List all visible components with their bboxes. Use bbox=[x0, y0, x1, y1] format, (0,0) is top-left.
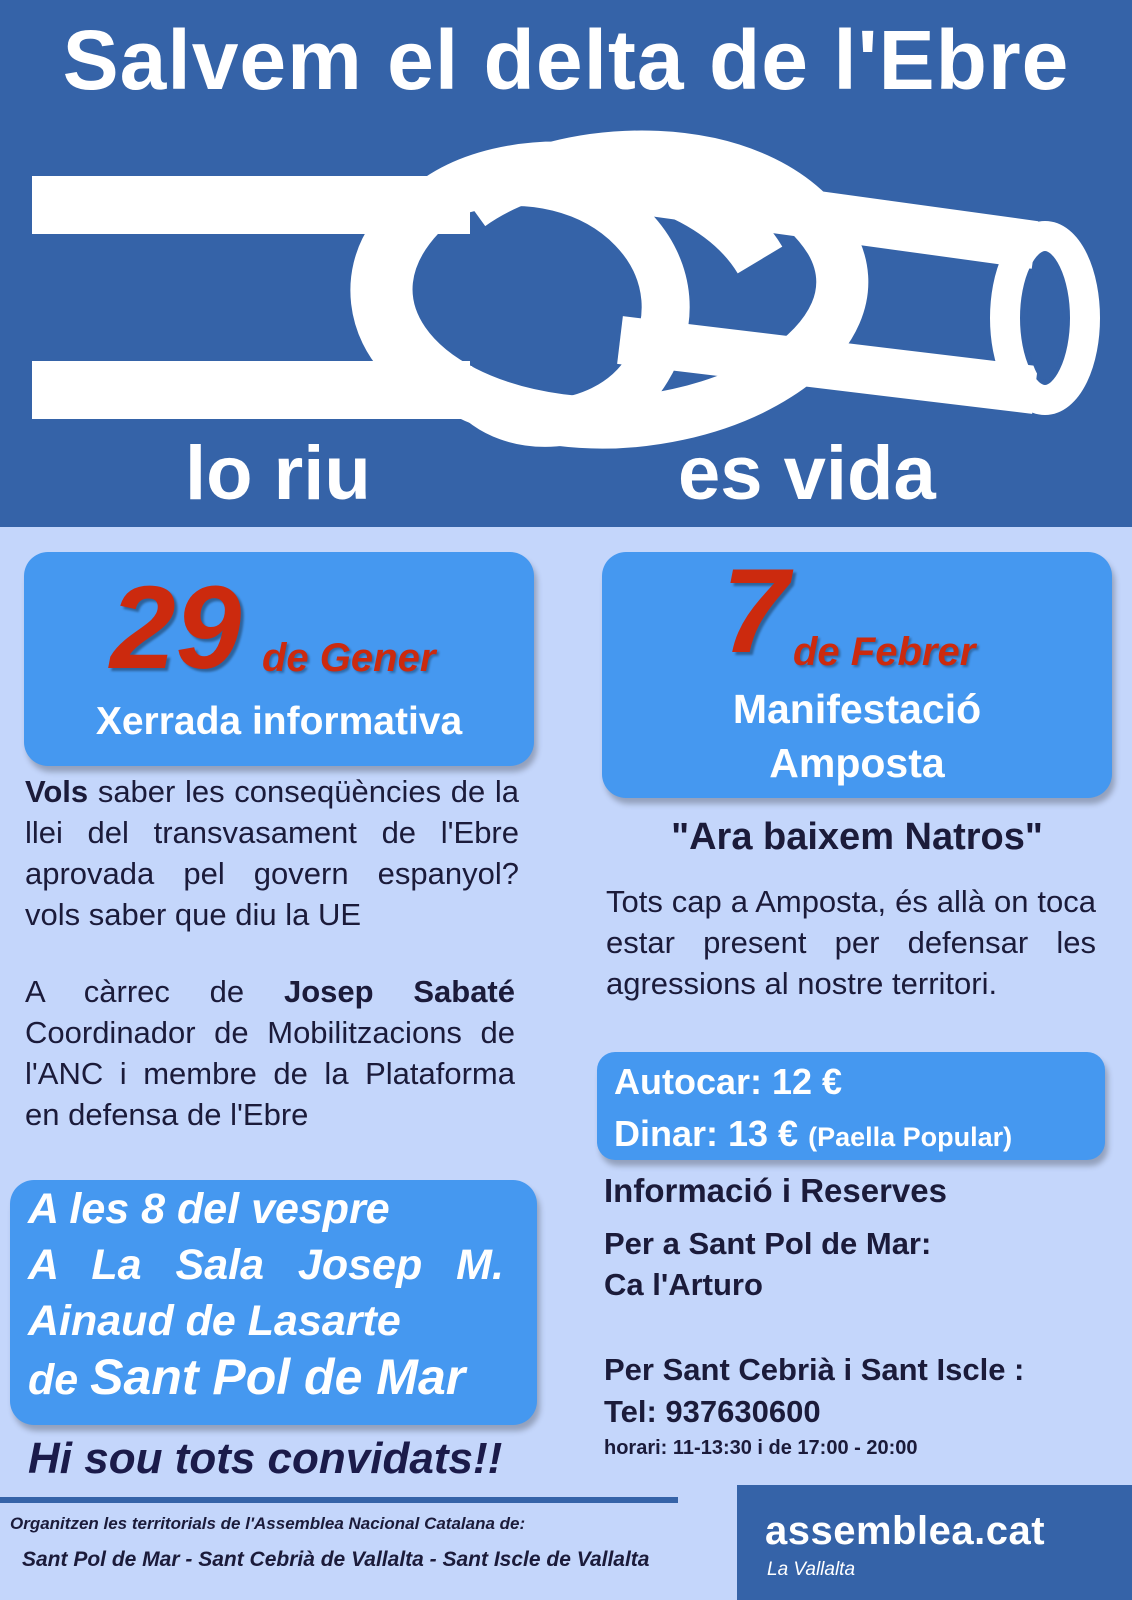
event1-desc-bold: Vols bbox=[25, 774, 89, 809]
info-title: Informació i Reserves bbox=[604, 1172, 947, 1209]
footer-divider bbox=[0, 1497, 678, 1503]
logo-main-text: assemblea.cat bbox=[765, 1509, 1046, 1553]
price-lunch-value: Dinar: 13 € bbox=[614, 1113, 799, 1154]
event2-description: Tots cap a Amposta, és allà on toca estar present per defensar les agressions al nostre territori. bbox=[606, 884, 1096, 1001]
event2-type bbox=[602, 682, 1112, 790]
info-santpol-label: Per a Sant Pol de Mar: bbox=[604, 1226, 932, 1261]
event1-desc-text: saber les conseqüències de la llei del transvasament de l'Ebre aprovada pel govern espanyol? vols saber que diu la UE bbox=[25, 774, 519, 932]
organizers-text: Organitzen les territorials de l'Assemblea Nacional Catalana de: bbox=[10, 1514, 526, 1533]
event2-day: 7 bbox=[722, 544, 789, 678]
event1-day: 29 bbox=[110, 562, 242, 694]
event1-speaker bbox=[25, 971, 515, 1135]
place-line-hall: A La Sala Josep M. bbox=[28, 1241, 504, 1289]
speaker-name: Josep Sabaté bbox=[283, 974, 515, 1009]
event2-type-line1: Manifestació bbox=[732, 686, 982, 732]
poster-title: Salvem el delta de l'Ebre bbox=[62, 13, 1070, 107]
organizer-towns: Sant Pol de Mar - Sant Cebrià de Vallalta - Sant Iscle de Vallalta bbox=[22, 1548, 650, 1571]
place-line-time: A les 8 del vespre bbox=[28, 1185, 390, 1233]
event2-month: de Febrer bbox=[793, 630, 976, 674]
speaker-prefix: A càrrec de bbox=[25, 974, 284, 1009]
place-town: Sant Pol de Mar bbox=[90, 1349, 466, 1405]
price-lunch bbox=[614, 1108, 1012, 1163]
slogan-right: es vida bbox=[678, 431, 936, 516]
event1-type: Xerrada informativa bbox=[95, 700, 463, 743]
event2-type-line2: Amposta bbox=[769, 740, 945, 786]
price-list bbox=[614, 1056, 1012, 1163]
event1-month: de Gener bbox=[262, 636, 436, 680]
slogan-left: lo riu bbox=[185, 431, 371, 516]
info-cebria-label: Per Sant Cebrià i Sant Iscle : bbox=[604, 1352, 1025, 1387]
info-hours: horari: 11-13:30 i de 17:00 - 20:00 bbox=[604, 1437, 918, 1459]
price-lunch-note: (Paella Popular) bbox=[808, 1122, 1013, 1152]
info-phone: Tel: 937630600 bbox=[604, 1394, 821, 1429]
event2-motto: "Ara baixem Natros" bbox=[671, 816, 1043, 858]
place-town-prefix: de bbox=[28, 1356, 91, 1404]
logo-sub-text: La Vallalta bbox=[767, 1559, 856, 1580]
event1-description bbox=[25, 771, 519, 935]
invitation-text: Hi sou tots convidats!! bbox=[28, 1434, 503, 1483]
info-santpol-place: Ca l'Arturo bbox=[604, 1267, 763, 1302]
price-bus: Autocar: 12 € bbox=[614, 1061, 843, 1102]
place-line-hall-name: Ainaud de Lasarte bbox=[28, 1297, 401, 1345]
place-line-town bbox=[28, 1349, 518, 1408]
speaker-role: Coordinador de Mobilitzacions de l'ANC i membre de la Plataforma en defensa de l'Ebre bbox=[25, 1015, 515, 1132]
event1-place bbox=[28, 1181, 518, 1408]
